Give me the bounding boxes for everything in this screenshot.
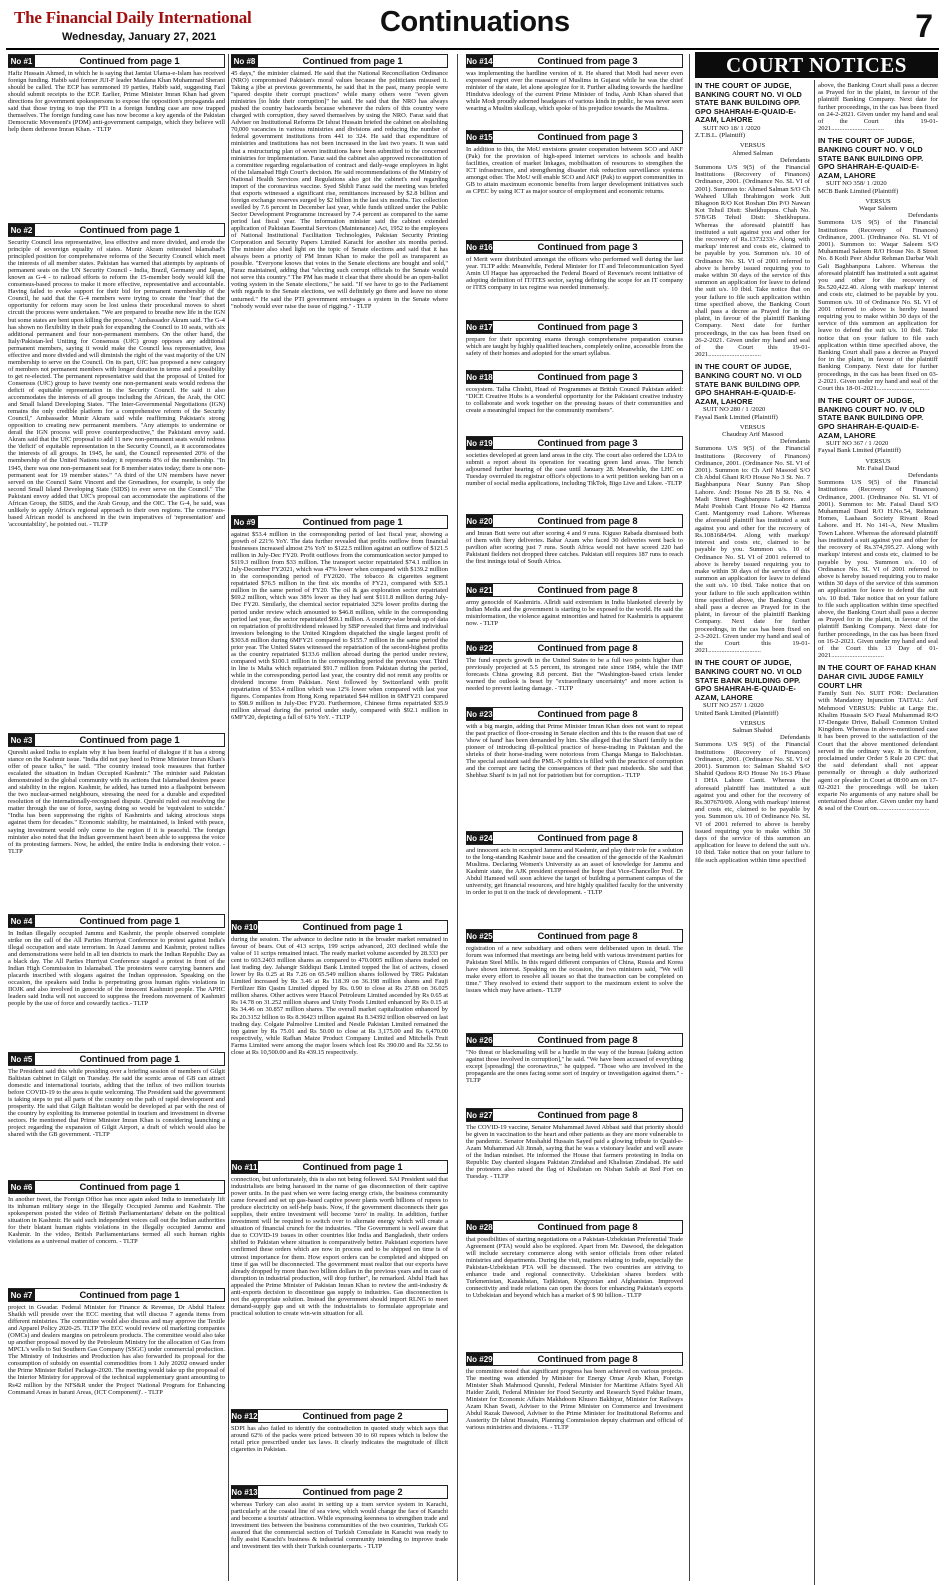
article-header	[466, 831, 683, 845]
article-header	[466, 1220, 683, 1234]
article-header	[466, 929, 683, 943]
versus-label: VERSUS	[739, 423, 766, 431]
article-head-title: Continued from page 8	[537, 930, 638, 941]
article-number: No #17	[466, 322, 493, 332]
article-header	[8, 54, 225, 68]
article-head-title: Continued from page 3	[537, 371, 638, 382]
article-head-title: Continued from page 1	[302, 921, 403, 932]
article-no15	[466, 130, 683, 240]
article-body: army genocide of Kashmiris. Allridi said extremism in India blanketed cleverly by Indian Media and the government is starting to be exposed to the world. He said the misinformation, the violence against minorities and hatred for Kashmiris is apparent now. - TLTP	[466, 599, 683, 628]
notice-body: Summons U/S 9(5) of the Financial Institutions (Recovery of Finances) Ordinance, 2001. (Ordinance No. SL VI of 2001). Summon to: Salman Shahid S/O Shahid Qudoos R/O House No 16-3 Phase I DHA Lahore Cantt. Whereas the aforesaid plaintiff has instituted a suit against you and other for the recovery of Rs.307670/09. Along with markup/ interest and costs etc, claimed to be payable by you. Summon u/s. 10 of Ordinance No. SL VI of 2001 referred to above is hereby issued requiring you to make within 30 days of the service of this summon an application for leave to defend the suit u/s. 10 ibid. Take notice that on your failure to file such application within time specified	[695, 741, 810, 864]
article-no2	[8, 223, 225, 733]
article-head-title: Continued from page 2	[302, 1486, 403, 1497]
suit-number: SUIT NO 367 / 1 /2020	[826, 440, 889, 448]
court-notice	[695, 363, 810, 654]
article-body: In another tweet, the Foreign Office has once again asked India to immediately lift its inhuman military siege in the Illegally Occupied Jammu and Kashmir. The spokesperson posted the video of British Parliamentarians' debate on the political situation in Kashmir. He said such independent voices call out the Indian authorities for their blatant human rights violations in the illegally occupied Jammu and Kashmir. In the video, British Parliamentarians termed all such human rights violations as a universal matter of concern. - TLTP	[8, 1196, 225, 1246]
article-header	[231, 1160, 448, 1174]
versus-label: VERSUS	[865, 197, 891, 205]
article-no13	[231, 1485, 448, 1575]
article-no12	[231, 1409, 448, 1485]
court-notice	[818, 664, 938, 812]
notice-body: Summons U/S 9(5) of the Financial Institutions (Recovery of Finances) Ordinance, 2001. (Ordinance No. SL VI of 2001). Summon to: Waqar Saleem S/O Muhammad Saleem R/O House No. 8 Street No. 8 Kotli Peer Abdur Rehman Darbar Wali Gali Baghbanpura Lahore. Whereas the aforesaid plaintiff has instituted a suit against you and other for the recovery of Rs.520,422.40. Along with markup/ interest and costs etc, claimed to be payable by you. Summon u/s. 10 of Ordinance No. SL VI of 2001 referred to above is hereby issued requiring you to make within 30 days of the service of this summon an application for leave to defend the suit u/s. 10 ibid. Take notice that on your failure to file such application within time specified above, the Banking Court shall pass a decree as Prayed for in the plaint, in favour of the plaintiff Banking Company. Next date for further proceedings, in the cas has been fixed on 03-2-2021. Given under my hand and seal of the Court this 18-01-2021................................	[818, 219, 938, 393]
article-no1	[8, 54, 225, 223]
article-head-title: Continued from page 8	[537, 1221, 638, 1232]
article-no17	[466, 320, 683, 370]
article-no25	[466, 929, 683, 1033]
defendant-role: Defendants	[779, 734, 810, 742]
article-number: No #21	[466, 585, 493, 595]
article-no18	[466, 370, 683, 436]
article-body: societies developed at green land areas in the city. The court also ordered the LDA to submit a report about its operation for vacating green land areas. The bench adjourned further hearing of the case until January 28. Meanwhile, the LHC on Tuesday overruled its registrar office's objections to a writ petition seeking ban on a number of social media applications, including TikTok, Bigo Live and Likee. -TLTP	[466, 452, 683, 488]
page-number: 7	[915, 8, 933, 44]
article-header	[466, 436, 683, 450]
article-header	[466, 1108, 683, 1122]
article-number: No #10	[231, 922, 258, 932]
article-no23	[466, 707, 683, 831]
article-body: In Indian illegally occupied Jammu and Kashmir, the people observed complete strike on the call of the All Parties Hurriyat Conference to protest against India's illegal occupation and state terrorism. In Azad Jammu and Kashmir, protest rallies and demonstrations were held in all ten districts to mark the Indian Republic Day as a black day. The All Parties Hurriyat Conference staged a protest in front of the Indian High Commission in Islamabad. The protesters were carrying banners and placards inscribed with slogans against the Indian oppression. Speaking on the occasion, the speakers said India is perpetrating gross human rights violations in IIOJK and also involved in genocide of the innocent Kashmiri people. The APHC leaders said India will not succeed to suppress the freedom movement of Kashmiri people by the use of force and cowardly tactics.- TLTP	[8, 930, 225, 1008]
article-body: of Merit were distributed amongst the officers who performed well during the last year. TLTP adds: Meanwhile, Federal Minister for IT and Telecommunication Syed Amin Ul Haque has approached the Federal Board of Revenue's recent initiative of adopting definition of IT/ITES sector, saying defining the scope for an IT company or ITES company in tax regime was needed immensely.	[466, 256, 683, 292]
article-body: whereas Turkey can also assist in setting up a tram service system in Karachi, particularly at the coastal line of sea view, which would change the face of Karachi and become a tourists' attraction. While expressing keenness to strengthen trade and investment ties between the business communities of the two countries, Turkish CG assured that the commercial section of Turkish Consulate in Karachi was ready to fully assist Karachi's business & industrial community intending to improve trade and investment ties with their Turkish counterparts. - TLTP	[231, 1501, 448, 1551]
article-body: during the session. The advance to decline ratio in the broader market remained in favour of bears. Out of 413 scrips, 199 scrips advanced, 203 declined while the value of 11 scrips remained intact. The ready market volume ascended by 28.333 per cent to 603.2403 million shares as compared to 470.0005 million shares traded on last trading day. Jahangir Siddiqui Bank Limited topped the list of actives, closed lower by Rs 0.25 at Rs 7.26 on 65.549 million shares followed by TRG Pakistan Limited increased by Rs 3.46 at Rs 118.39 on 36.198 million shares and Fauji Fertilizer Bin Qasim Limited dipped by Rs. 0.90 to close at Rs 27.88 on 36.025 million shares. Other actives were Hascol Petroleum Limited ascended by Rs 0.65 at Rs 14.78 on 31.252 million shares and Unity Foods Limited enhanced by Rs 0.15 at Rs 34.46 on 30.857 million shares. The overall market capitalization enhanced by Rs 20.3152 billion to Rs 8.36423 trillion against Rs 8.34392 trillion observed on last trading day. Colgate Palmolive Limited and Nestle Pakistan Limited remained the top gainer by Rs 75.01 and Rs 50.00 to close at Rs 3,175.00 and Rs 6,470.00 respectively, while Rafhan Maize Product Company Limited and Mitchells Fruit Farms Limited were among the major losers which lost Rs 390.00 and Rs 32.56 to close at Rs 10,500.00 and Rs 439.15 respectively.	[231, 936, 448, 1056]
article-body: The President said this while presiding over a briefing session of members of Gilgit Baltistan cabinet in Gilgit on Tuesday. He said the scenic areas of GB can attract domestic and international tourists, adding that the influx of two million tourists before COVID-19 to the area is quite welcoming. The President said the government is taking steps to put all parts of the country on the path of rapid development and prosperity. He said that Gilgit Baltistan would be developed at par with the rest of the country by exploiting its immense potential in tourism and investment in diverse sectors. He mentioned that Prime Minister Imran Khan is considering launching a project regarding the expansion of Gilgit Airport, a draft of which would also be shared with the GB government. -TLTP	[8, 1068, 225, 1139]
section-title: Continuations	[380, 6, 570, 38]
column-4	[695, 82, 810, 1581]
article-no11	[231, 1160, 448, 1409]
article-head-title: Continued from page 1	[79, 1053, 180, 1064]
article-no5	[8, 1052, 225, 1180]
article-head-title: Continued from page 8	[537, 515, 638, 526]
article-header	[231, 54, 448, 68]
article-no19	[466, 436, 683, 514]
article-number: No #24	[466, 833, 493, 843]
defendant-name: Ahmed Salman	[732, 149, 773, 157]
article-number: No #26	[466, 1035, 493, 1045]
article-no26	[466, 1033, 683, 1108]
court-notices-banner: COURT NOTICES	[695, 52, 938, 78]
article-head-title: Continued from page 1	[79, 224, 180, 235]
article-body: with a big margin, adding that Prime Minister Imran Khan does not want to repeat the past practice of floor-crossing in Senate election and this is the reason that use of 'show of hand' has been demanded by him. She alleged that the Sharif family is the pioneer of introducing ill-political practice of horse-trading in Pakistan and the shrieks of their horse-trading were notorious from Changa Manga to Balochistan. The special assistant said the PML-N politics is filled with the practice of corruption and the corrupt are facing the consequences of their past misdeeds. She said that Shehbaz Sharif is in jail not for patriotism but for corruption.- TLTP	[466, 723, 683, 780]
article-number: No #27	[466, 1110, 493, 1120]
article-head-title: Continued from page 1	[302, 1161, 403, 1172]
article-header	[231, 515, 448, 529]
article-no24	[466, 831, 683, 929]
article-header	[466, 1033, 683, 1047]
article-header	[466, 130, 683, 144]
masthead	[6, 6, 939, 50]
article-no8	[231, 54, 448, 515]
article-header	[8, 1052, 225, 1066]
article-body: was implementing the hardline version of it. He shared that Modi had never even expressed regret over the massacre of Muslims in Gujarat while he was the chief minister of the state, let alone apologize for it. Further alluding towards the hardline Hindutva ideology of the current Prime Minister of India, Amb Khan shared that while Modi proudly adorned headgears of various kinds in public, he was never seen wearing a Muslim skullcap, which spoke of his prejudice towards the Muslims.	[466, 70, 683, 113]
article-body: Security Council less representative, less effective and more divided, and erode the principle of sovereign equality of states. Munir Akram reiterated Islamabad's principled position for comprehensive reforms of the Security Council which meet the interests of all member states. Pakistan has warned that attempts by aspirants of permanent seats on the UN Security Council - India, Brazil, Germany and Japan, known as G-4 - to railroad efforts to reform the 15-member body would kill the consensus-based process to make it more effective, representative and accountable. Having failed to evoke support for their bid for permanent membership of the Council, he said that the G-4 members were trying to create the 'fear' that the opportunity for reform may soon be lost unless their procedural moves to short circuit the process were undertaken. "We are prepared to breathe new life in the IGN but some states are bent upon killing the process," Ambassador Akram said. The G-4 has shown no flexibility in their push for expanding the Council to 10 seats, with six additional permanent and four non-permanent members. On the other hand, the Italy/Pakistan-led Uniting for Consensus (UfC) group opposes any additional permanent members, saying it would make the Council less representative, less effective and more divided and will diminish the right of the vast majority of the UN membership to serve on the Council. On its part, UfC has proposed a new category of members not permanent members with longer duration in terms and a possibility to get re-elected. The permanent representative said that the proposal of United for Consensus (UfC) group to have twenty one non-permanent seats would redress the deficit of equitable representation in the Security Council. He said it also accommodates the interests of all groups including the African, the Arab, the OIC and Small Island Developing States. "The Inter-Governmental Negotiations (IGN) remains the only credible platform for a comprehensive reform of the Security Council," Ambassador Munir Akram said while reaffirming Pakistan's strong opposition to creating new permanent members. "Any attempts to undermine or derail the IGN process will prove counterproductive," the Pakistani envoy said. Akram said that the UfC proposal to add 11 new non-permanent seats would redress the 'deficit' of equitable representation in the Security Council, as it accommodates the interests of all groups. In 1945, he said, the Council represented 20% of the membership of the United Nations today; it represents 8% of the membership. "In 1945, there was one non-permanent seat for 8 member states today; there is one non-permanent seat for 19 member states." "A third of the UN members have never served on the Council Saint Vincent and the Grenadines, for example, is only the second Small Island Developing State (SIDS) to ever serve on the Council." The Pakistani envoy added that UfC's proposal can accommodate the aspirations of the African Group, the SIDS, and the Arab Group, and the OIC. The G-4, he said, was unlikely to apply Africa's regional approach to their own regions. The consensus-based African model is anchored in the twin imperatives of 'representation' and 'accountability', he pointed out. - TLTP	[8, 239, 225, 528]
article-number: No #18	[466, 372, 493, 382]
versus-label: VERSUS	[739, 142, 766, 150]
article-head-title: Continued from page 8	[537, 1034, 638, 1045]
article-body: and Imran Butt were out after scoring 4 and 9 runs. Kiguso Rabada dismissed both of them with fiery deliveries. Babar Azam who faced 30 deliveries went back to pavilion after scoring just 7 runs. South Africa would not have scored 220 had Pakistani fielders not dropped three catches. Pakistan still requires 187 runs to reach the first innings total of South Africa.	[466, 530, 683, 566]
notice-body: Summons U/S 9(5) of the Financial Institutions (Recovery of Finances) Ordinance, 2001. (Ordinance No. SL VI of 2001). Summon to: Ch Arif Masood S/O Ch Abdul Ghani R/O House No 3 St. No. 7 Baghbanpura Near Sunny Pan Shop Lahore. And: House No 28 B St. No. 4 Madi Street Baghbanpura Lahore. and Mahi Poshish Cant House No 42 Hamza Cant. Mantgomry road Lahore. Whereas the aforesaid plaintiff has instituted a suit against you and other for the recovery of Rs.1081684/94. Along with markup/ interest and costs etc, claimed to be payable by you. Summon u/s. 10 of Ordinance No. SL VI of 2001 referred to above is hereby issued requiring you to make within 30 days of the service of this summon an application for leave to defend the suit u/s. 10 ibid. Take notice that on your failure to file such application within time specified above, the Banking Court shall pass a decree as Prayed for in the plaint, in favour of the plaintiff Banking Company. Next date for further proceedings, in the cas has been fixed on 2-3-2021. Given under my hand and seal of the Court this 19-01-2021................................	[695, 445, 810, 655]
article-head-title: Continued from page 2	[302, 1410, 403, 1421]
defendant-name: Waqar Saleem	[858, 205, 898, 212]
article-header	[8, 914, 225, 928]
article-head-title: Continued from page 1	[79, 915, 180, 926]
notice-body: above, the Banking Court shall pass a decree as Prayed for in the plaint, in favour of the plaintiff Banking Company. Next date for further proceedings, in the cas has been fixed on 24-2-2021. Given under my hand and seal of the Court this 19-01-2021................................	[818, 82, 938, 133]
article-number: No #25	[466, 931, 493, 941]
article-number: No #23	[466, 709, 493, 719]
article-head-title: Continued from page 3	[537, 241, 638, 252]
article-header	[466, 514, 683, 528]
issue-date: Wednesday, January 27, 2021	[62, 31, 217, 43]
suit-number: SUIT NO 358/ 1 /2020	[826, 180, 887, 188]
column-1	[8, 54, 225, 1581]
article-head-title: Continued from page 1	[79, 1181, 180, 1192]
defendant-role: Defendants	[779, 156, 810, 164]
article-no16	[466, 240, 683, 320]
article-number: No #28	[466, 1222, 493, 1232]
article-number: No #12	[231, 1411, 258, 1421]
article-number: No #3	[8, 734, 35, 746]
court-name: IN THE COURT OF JUDGE, BANKING COURT NO. V OLD STATE BANK BUILDING OPP. GPO SHAHRAH-E-QUAID-E-AZAM, LAHORE	[818, 136, 924, 180]
article-header	[231, 1409, 448, 1423]
article-header	[466, 707, 683, 721]
article-body: project in Gwadar. Federal Minister for Finance & Revenue, Dr Abdul Hafeez Shaikh will preside over the ECC meeting that will discuss 7 agenda items from different ministries. The committee would also discuss and may approve the Textile and Apparel Policy 2020-25. TLTP The ECC would review oil marketing companies (OMCs) and dealers margins on petroleum products. The committee would also take up another proposal moved by the Petroleum Ministry for the allocation of Gas from MPCL's wells to Sui Southern Gas Company (SSGC) under commercial production. The Ministry of Industries and Production has also forwarded its proposal for the consumption of subsidy on essential commodities from 1 July 20202 onward under the Prime Minister Relief Package-2020. The meeting would take up the proposal of the Interior Ministry for approval of the technical supplementary grant amounting to Rs42 million by the NFS&R under the Project 'National Program for Enhancing Command Areas in barani Areas, (ICT Component)'. - TLTP	[8, 1304, 225, 1396]
column-3	[466, 54, 683, 1581]
article-head-title: Continued from page 8	[537, 642, 638, 653]
court-notice	[695, 659, 810, 863]
article-head-title: Continued from page 3	[537, 321, 638, 332]
article-no20	[466, 514, 683, 583]
article-header	[466, 1352, 683, 1366]
column-2	[231, 54, 448, 1581]
article-header	[231, 1485, 448, 1499]
article-number: No #20	[466, 516, 493, 526]
article-head-title: Continued from page 8	[537, 1353, 638, 1364]
article-no4	[8, 914, 225, 1052]
article-body: against $53.4 million in the corresponding period of last fiscal year, showing a growth of 221% YoY. The data further revealed that profits outflow from financial businesses increased almost 2% YoY to $122.5 million against an outflow of $121.5 million in July-Dec FY20. Profit outflows from the communication sector jumped to $119.3 million from $33 million. The transport sector repatriated $74.1 million in July-December FY2021, which was 47% lower when compared with $139.2 million in the corresponding period of FY2020. The tobacco & cigarettes segment repatriated $76.5 million in the first six months of FY21, compared with $35.1 million in the same period of FY20. The oil & gas exploration sector repatriated $69.2 million, which was 38% lower as they had sent $111.8 million during July-Dec FY20. Similarly, the chemical sector repatriated 32% lower profits during the period under review which amounted to $46.8 million, while in the corresponding period last year, the sector repatriated $69.1 million. A country-wise break up of data on repatriation of profit/dividend released by SBP revealed that firms and individual investors belonging to the United Kingdom dispatched the single largest profit of $303.8 million during 6MFY21 compared to $155.7 million in the same period the prior year. The United States witnessed the repatriation of the second-highest profits as the country repatriated $133.6 million abroad during the period under review, compared with $100.1 million in the corresponding period the previous year. Third in line is Malta which repatriated $91.7 million from Pakistan during the period, while in the corresponding period last year, the country did not remit any profits or dividend income from Pakistan. Next followed by Switzerland with profit repatriation of $53.4 million which was 12% lower when compared with last year figures. Companies from Hong Kong repatriated $44 million in 6MFY21 compared to $98.9 million in July-Dec FY20. Furthermore, Chinese firms repatriated $35.9 million abroad during the period under study, compared with $92.1 million in 6MFY20, depicting a fall of 61% YoY. - TLTP	[231, 531, 448, 722]
court-notice	[818, 137, 938, 392]
article-number: No #15	[466, 132, 493, 142]
article-no29	[466, 1352, 683, 1478]
article-number: No #22	[466, 643, 493, 653]
column-divider	[457, 54, 458, 1581]
court-name: IN THE COURT OF FAHAD KHAN DAHAR CIVIL JUDGE FAMILY COURT LHR	[818, 663, 937, 690]
article-head-title: Continued from page 3	[537, 131, 638, 142]
article-head-title: Continued from page 8	[537, 1109, 638, 1120]
article-number: No #9	[231, 516, 258, 528]
notice-body: Summons U/S 9(5) of the Financial Institutions (Recovery of Finances) Ordinance, 2001. (Ordinance No. SL VI of 2001). Summon to: Ahmed Salman S/O Ch Waheed Ullah Ibrahimgon work Jutt Bhagoon R/O Kot Roshan Din P/O Nawan Kot Tehsil Distt: Sheikhupura. Chah No. 578/GB Tehsil Distt: Sheikhupura. Whereas the aforesaid plaintiff has instituted a suit against you and other for the recovery of Rs.1373233/- Along with markup/ interest and costs etc, claimed to be payable by you. Summon u/s. 10 of Ordinance No. SL VI of 2001 referred to above is hereby issued requiring you to make within 30 days of the service of this summon an application for leave to defend the suit u/s. 10 ibid. Take notice that on your failure to file such application within time specified above, the Banking Court shall pass a decree as Prayed for in the plaint, in favour of the plaintiff Banking Company. Next date for further proceedings, in the cas has been fixed on 26-2-2021. Given under my hand and seal of the Court this 19-01-2021................................	[695, 163, 810, 359]
article-header	[8, 1288, 225, 1302]
article-header	[466, 641, 683, 655]
article-no22	[466, 641, 683, 707]
court-notice	[818, 397, 938, 659]
column-divider	[814, 80, 815, 1585]
article-number: No #1	[8, 55, 35, 67]
article-header	[8, 1180, 225, 1194]
article-head-title: Continued from page 3	[537, 437, 638, 448]
article-head-title: Continued from page 8	[537, 708, 638, 719]
article-number: No #8	[231, 55, 258, 67]
article-head-title: Continued from page 8	[537, 584, 638, 595]
article-no10	[231, 920, 448, 1160]
defendant-role: Defendants	[907, 212, 938, 220]
article-no14	[466, 54, 683, 130]
article-body: and innocent acts in occupied Jammu and Kashmir, and play their role for a solution to the long-standing Kashmir issue and the cessation of the genocide of the Kashmiri Muslims. Declaring Women's University as an asset of knowledge for Jammu and Kashmir state, the AJK president expressed the hope that Vice-Chancellor Prof. Dr Abdul Hameed will soon achieve the target of building a permanent campus of the university, get financial resources, and hire highly qualified faculty for the university in order to put it on the track of development. - TLTP	[466, 847, 683, 897]
article-number: No #2	[8, 224, 35, 236]
article-body: connection, but unfortunately, this is also not being followed. SAI President said that industrialists are being harassed in the name of gas disconnection of their captive power units. In the past when we were facing energy crisis, the business community came forward and set up gas-based captive power plants worth billions of rupees to produce electricity on self-help basis. Now, if the government disconnects their gas supplies, their entire investment will become 'zero' in reality. In addition, further investment will be required to switch over to alternate energy which will create a situation of financial crunch for the industries. "The Government is well aware that due to COVID-19 issues in other countries like India and Bangladesh, their orders shifted to Pakistan where situation is comparatively better. Pakistani exporters have confirmed these orders which are now in process and to be shipped on time is of utmost importance for them. How export orders can be completed and shipped on time if gas will be disconnected. The government must realize that our exports have already dropped by more than two billion dollars in the previous years and in case of disruption in industrial production, will drop further", he remarked. Abdul Hadi has appealed the Prime Minister of Pakistan Imran Khan to review the anti-industry & anti-exports decision to discontinue gas supply to industries. Gas disconnection is not the appropriate solution. Instead the government should import RLNG to meet demand-supply gap and sit with the industrialists to formulate appropriate and practical solution to create win-win situation for all.	[231, 1176, 448, 1317]
versus-label: VERSUS	[739, 719, 766, 727]
article-number: No #29	[466, 1354, 493, 1364]
article-header	[8, 223, 225, 237]
article-body: prepare for their upcoming exams through comprehensive preparation courses which are taught by highly qualified teachers, completely online, accessible from the safety of their homes and adopted for the smart syllabus.	[466, 336, 683, 358]
article-body: the committee noted that significant progress has been achieved on various projects. The meeting was attended by Minister for Energy Omar Ayub Khan, Foreign Minister Shah Mahmood Qureshi, Federal Minister for Maritime Affairs Syed Ali Haider Zaidi, Federal Minister for Food Security and Research Syed Fakhar Imam, Minister for Economic Affairs Makhdoom Khusro Bakhtyar, Minister for Railways Azam Khan Swati, Adviser to the Prime Minister on Commerce and Investment Abdul Razak Dawood, Adviser to the Prime Minister for Institutional Reforms and Austerity Dr Ishrat Hussain, Planning Commission deputy chairman and official of various ministries and divisions. - TLTP	[466, 1368, 683, 1432]
article-number: No #13	[231, 1487, 258, 1497]
article-header	[466, 54, 683, 68]
article-no28	[466, 1220, 683, 1352]
article-body: 45 days," the minister claimed. He said that the National Reconciliation Ordinance (NRO) compromised Pakistan's moral values because the politicians misused it. Taking a jibe at previous governments, he said that in the past, many people were "spared despite their corrupt practices" while many others were "even given ministries [to hide their corruption]" he said. He said that the NRO has always pushed the country backwards because whenever the rulers of this country were charged with corruption, they saved themselves by using the NRO. Faraz said that Adviser on Institutional Reforms Dr Ishrat Hussain briefed the cabinet on abolishing 70,000 vacancies in various ministries and divisions and reducing the number of federal government institutions from 441 to 324. He said that expenditure of ministries and institutions has not been increased in the last two years. It was said that a restructuring plan of seven institutions have been submitted to the concerned ministries for implementation. Faraz said the cabinet also approved reconstitution of a committee regarding regularisation of contract and daily-wage employees in light of the Islamabad High Court's decision. He said recommendations of the Ministry of National Health Services and Regulations also got the cabinet's nod regarding import of the coronavirus vaccine. Syed Shibli Faraz said the meeting was briefed that exports witnessed a significant rise, remittances increased by $2.8 billion and foreign exchange reserves surged by $2 billion in the last six months. Tax collection swelled by 7.6 percent in December last year, while funds utilized under the Public Sector Development Programme increased by 7.4 percent as compared to the same period last fiscal year. The information minister said the cabinet extended application of Pakistan Essential Services (Maintenance) Act, 1952 to the employees of National Institutional Facilitation Technologies, Pakistan Security Printing Corporation and Security Papers Limited Karachi for another six months period. The minister also shed light on the topic of Senate elections and said that it has always been a priority of PM Imran Khan to make the poll as transparent as possible. "Everyone knows that votes in the Senate elections are bought and sold," Faraz maintained, adding that "electing such corrupt officials to the Senate would not serve this country." The PM has made it clear that there should be an open-ballot voting system in the Senate elections," he said. "If we have to go to the Parliament with regards to the Senate elections, we will definitely go there and leave no stone unturned." He said the PTI government envisages a system in the Senate where "nobody would ever raise the issue of rigging." - TLTP	[231, 70, 448, 310]
suit-number: SUIT NO 280 / 1 /2020	[703, 406, 766, 414]
notice-body: Family Suit No. SUIT FOR: Declaration with Mandatory Injunction TAITAL: Arif Mehmood VERSUS: Public at Large Etc. Khalim Hussain S/O Fazal Muhammad R/O 17-Dengate Drive, Balsall Common United Kingdom. Whereas in above-mentioned case it has been proved to the satisfaction of the Court that the above mentioned defendant served in the ordinary way. It is therefore, proclaimed under Order 5 Rule 20 CPC that the said defendant shall not appear personally or through a duly authorized agent or pleader in Court at 08:00 am on 17-02-2021 the proceedings will be taken exparte No arguments of any nature shall be entertained those after. Given under my hand & seal of the Court on................................	[818, 690, 938, 813]
defendant-name: Salman Shahid	[732, 726, 773, 734]
article-body: The COVID-19 vaccine, Senator Muhammad Javed Abbasi said that priority should be given in vaccination to the heart and other patients as they are more vulnerable to the pandemic. Senator Mushahid Hussain Sayed paid a glowing tribute to Quaid-e-Azam Muhammad Ali Jinnah, saying that he was a visionary leader and well aware of the Indian mindset. He informed the House that farmers protesting in India on Republic Day chanted slogans Pakistan Zindabad and Khalistan Zindabad. He said the protesters also raised the flag of Khalistan on Nishan Sahib at Red Fort on Tuesday. - TLTP	[466, 1124, 683, 1181]
article-body: In addition to this, the MoU envisions greater cooperation between SCO and AKF (Pak) for the provision of high-speed internet services to schools and health facilities, creation of market linkages, mobilisation of resources to strengthen the ICT infrastructure, and strengthening disaster risk reduction surveillance systems amongst other. The MoU will enable SCO and AKF (Pak) to support communities in GB to attain maximum economic benefits from larger development initiatives such as CPEC by using ICT as major source of employment and economic returns.	[466, 146, 683, 196]
article-body: Qureshi asked India to explain why it has been fearful of dialogue if it has a strong stance on the Kashmir issue. "India did not pay heed to Prime Minister Imran Khan's offer of peace talks," he said. "The country instead took measures that further escalated the situation in Indian Occupied Kashmir." The minister said Pakistan demonstrated to the global community with its actions that Islamabad desires peace and stability in the region. Kashmir, he added, has turned into a flashpoint between the two nuclear-armed neighbours, stressing the need for a durable and expedited resolution of the internationally-recognised dispute. Qureshi ruled out resolving the matter through the use of force, saying doing so would be 'equivalent to suicide.' "India has been suppressing the rights of Kashmiris and taking atrocious steps against them for decades." Economic stability, he maintained, is linked with peace, saying investment would only come to the region if it is peaceful. The foreign minister also noted that the Indian government hasn't been able to suppress the voice of its protesting farmers. Now, he added, the entire India is endorsing their voice. - TLTP	[8, 749, 225, 855]
court-notice	[695, 82, 810, 358]
court-name: IN THE COURT OF JUDGE, BANKING COURT NO. VI OLD STATE BANK BUILDING OPP. GPO SHAHRAH-E-QUAID-E-AZAM, LAHORE	[695, 362, 802, 406]
article-header	[466, 320, 683, 334]
column-5	[818, 82, 938, 1581]
article-no21	[466, 583, 683, 641]
article-head-title: Continued from page 1	[302, 55, 403, 66]
article-body: ecosystem. Talha Chishti, Head of Programmes at British Council Pakistan added: "DICE Creative Hubs is a wonderful opportunity for the Pakistani creative industry to collaborate and work together on the pressing issues of their communities and create a meaningful impact for the community members".	[466, 386, 683, 415]
article-head-title: Continued from page 1	[302, 516, 403, 527]
court-notice-continued	[818, 82, 938, 132]
article-body: SDPI has also failed to identify the contradiction in quoted study which says that around 62% of the packs were priced between 30 to 60 rupees which is below the retail price prescribed under tax laws. It clearly indicates the magnitude of illicit cigarettes in Pakistan.	[231, 1425, 448, 1454]
versus-label: VERSUS	[865, 457, 891, 465]
defendant-role: Defendants	[779, 438, 810, 446]
article-head-title: Continued from page 1	[79, 1289, 180, 1300]
article-header	[8, 733, 225, 747]
article-header	[231, 920, 448, 934]
article-header	[466, 583, 683, 597]
paper-name: The Financial Daily International	[14, 8, 252, 27]
column-divider	[228, 54, 229, 1581]
article-header	[466, 370, 683, 384]
plaintiff: Z.T.B.L. (Plaintiff)	[695, 132, 746, 140]
column-divider	[689, 54, 690, 1581]
article-number: No #7	[8, 1289, 35, 1301]
plaintiff: Faysal Bank Limited (Plaintiff)	[818, 447, 901, 455]
plaintiff: United Bank Limited (Plaintiff)	[695, 709, 779, 717]
article-body: Hafiz Hussain Ahmed, in which he is saying that Jamiat Ulama-e-Islam has received foreign funding. Habib said former JUI-F leader Maulana Khan Muhammad Sherani should be called. The ECP has summoned 19 parties, Habib said, suggesting Fazl should submit receipts to the ECP. Earlier, Prime Minister Imran Khan had given directions for government spokespersons to expose the opposition's propaganda and said that those trying to trap the PTI in a foreign funding case are now trapped themselves. The foreign funding case has now become a key agenda of the Pakistan Democratic Movement's (PDM) anti-government campaign, which they believe will help them dethrone Imran Khan. - TLTP	[8, 70, 225, 134]
court-name: IN THE COURT OF JUDGE, BANKING COURT NO. IV OLD STATE BANK BUILDING OPP. GPO SHAHRAH-E-QUAID-E-AZAM, LAHORE	[818, 396, 925, 440]
plaintiff: Faysal Bank Limited (Plaintiff)	[695, 413, 778, 421]
court-name: IN THE COURT OF JUDGE, BANKING COURT NO. VI OLD STATE BANK BUILDING OPP. GPO SHAHRAH-E-QUAID-E-AZAM, LAHORE	[695, 82, 802, 125]
defendant-name: Mr. Faisal Daud	[856, 464, 900, 472]
article-body: registration of a new subsidiary and others were deliberated upon in detail. The forum was informed that meetings are being held with various investment parties for Pakistan Steel Mills. In this regard different companies of China, Russia and Korea have shown interest. Speaking on the occasion, the two ministers said, "We will make every effort to resolve all issues so that the transaction can be completed on time." They resolved to extend their support to the maximum extent to solve the issues which may have arisen.- TLTP	[466, 945, 683, 995]
defendant-name: Chaudray Arif Masood	[722, 431, 783, 439]
court-name: IN THE COURT OF JUDGE, BANKING COURT NO. VI OLD STATE BANK BUILDING OPP. GPO SHAHRAH-E-QUAID-E-AZAM, LAHORE	[695, 658, 802, 702]
article-number: No #11	[231, 1162, 258, 1172]
article-header	[466, 240, 683, 254]
article-head-title: Continued from page 1	[79, 734, 180, 745]
article-body: that possibilities of starting negotiations on a Pakistan-Uzbekistan Preferential Trade Agreement (PTA) would also be explored. Apart from Mr. Dawood, the delegation will include secretary commerce along with senior officials from other related ministries and departments. During the visit, matters relating to trade, especially the Pakistan-Uzbekistan PTA will be discussed. The two countries are striving to enhance trade and regional connectivity. Uzbekistan shares borders with Turkmenistan, Kazakhstan, Tajikistan, Kyrgyzstan and Afghanistan. Improved connectivity and trade relations can open the doors for enhancing Pakistan's exports to Uzbekistan and beyond which has a market of $ 90 billion.- TLTP	[466, 1236, 683, 1300]
article-no27	[466, 1108, 683, 1220]
article-head-title: Continued from page 8	[537, 832, 638, 843]
article-number: No #19	[466, 438, 493, 448]
article-no7	[8, 1288, 225, 1488]
article-no9	[231, 515, 448, 920]
article-number: No #4	[8, 915, 35, 927]
article-number: No #14	[466, 56, 493, 66]
article-no3	[8, 733, 225, 914]
plaintiff: MCB Bank Limited (Plaintiff)	[818, 187, 899, 195]
article-number: No #6	[8, 1181, 35, 1193]
article-body: The fund expects growth in the United States to be a full two points higher than previously projected at 5.5 percent, its strongest rate since 1984, while the IMF forecasts China growing 8.8 percent. But the "Washington-based crisis lender warned the outlook is beset by "extraordinary uncertainty" and more action is needed to prevent lasting damage. - TLTP	[466, 657, 683, 693]
article-number: No #5	[8, 1053, 35, 1065]
article-head-title: Continued from page 1	[79, 55, 180, 66]
suit-number: SUIT NO 257/ 1 /2020	[703, 702, 764, 710]
article-body: "No threat or blackmailing will be a hurdle in the way of the bureau [taking action against those involved in corruption]," he said. "We have been accused of everything except [spreading] the coronavirus," he quipped. "Those who are involved in the propaganda are the ones facing some sort of inquiry or investigation against them." - TLTP	[466, 1049, 683, 1085]
suit-number: SUIT NO 18/ 1 /2020	[703, 124, 761, 132]
notice-body: Summons U/S 9(5) of the Financial Institutions (Recovery of Finances) Ordinance, 2001. (Ordinance No. SL VI of 2001). Summon to: Mr. Faisal Daud S/O Muhammad Daud R/O H.No.54, Rehman Homes, Lashaan Society Rivant Road Lahore. and H. No 141-A, New Muslim Town Lahore. Whereas the aforesaid plaintiff has instituted a suit against you and other for the recovery of Rs.374,595.27. Along with markup/ interest and costs etc, claimed to be payable by you. Summon u/s. 10 of Ordinance No. SL VI of 2001 referred to above is hereby issued requiring you to make within 30 days of the service of this summon an application for leave to defend the suit u/s. 10 ibid. Take notice that on your failure to file such application within time specified above, the Banking Court shall pass a decree as Prayed for in the plaint, in favour of the plaintiff Banking Company. Next date for further proceedings, in the cas has been fixed on 16-2-2021. Given under my hand and seal of the Court this 13 Day of 01-2021................................	[818, 479, 938, 660]
defendant-role: Defendants	[907, 472, 938, 480]
article-head-title: Continued from page 3	[537, 55, 638, 66]
article-no6	[8, 1180, 225, 1288]
article-number: No #16	[466, 242, 493, 252]
